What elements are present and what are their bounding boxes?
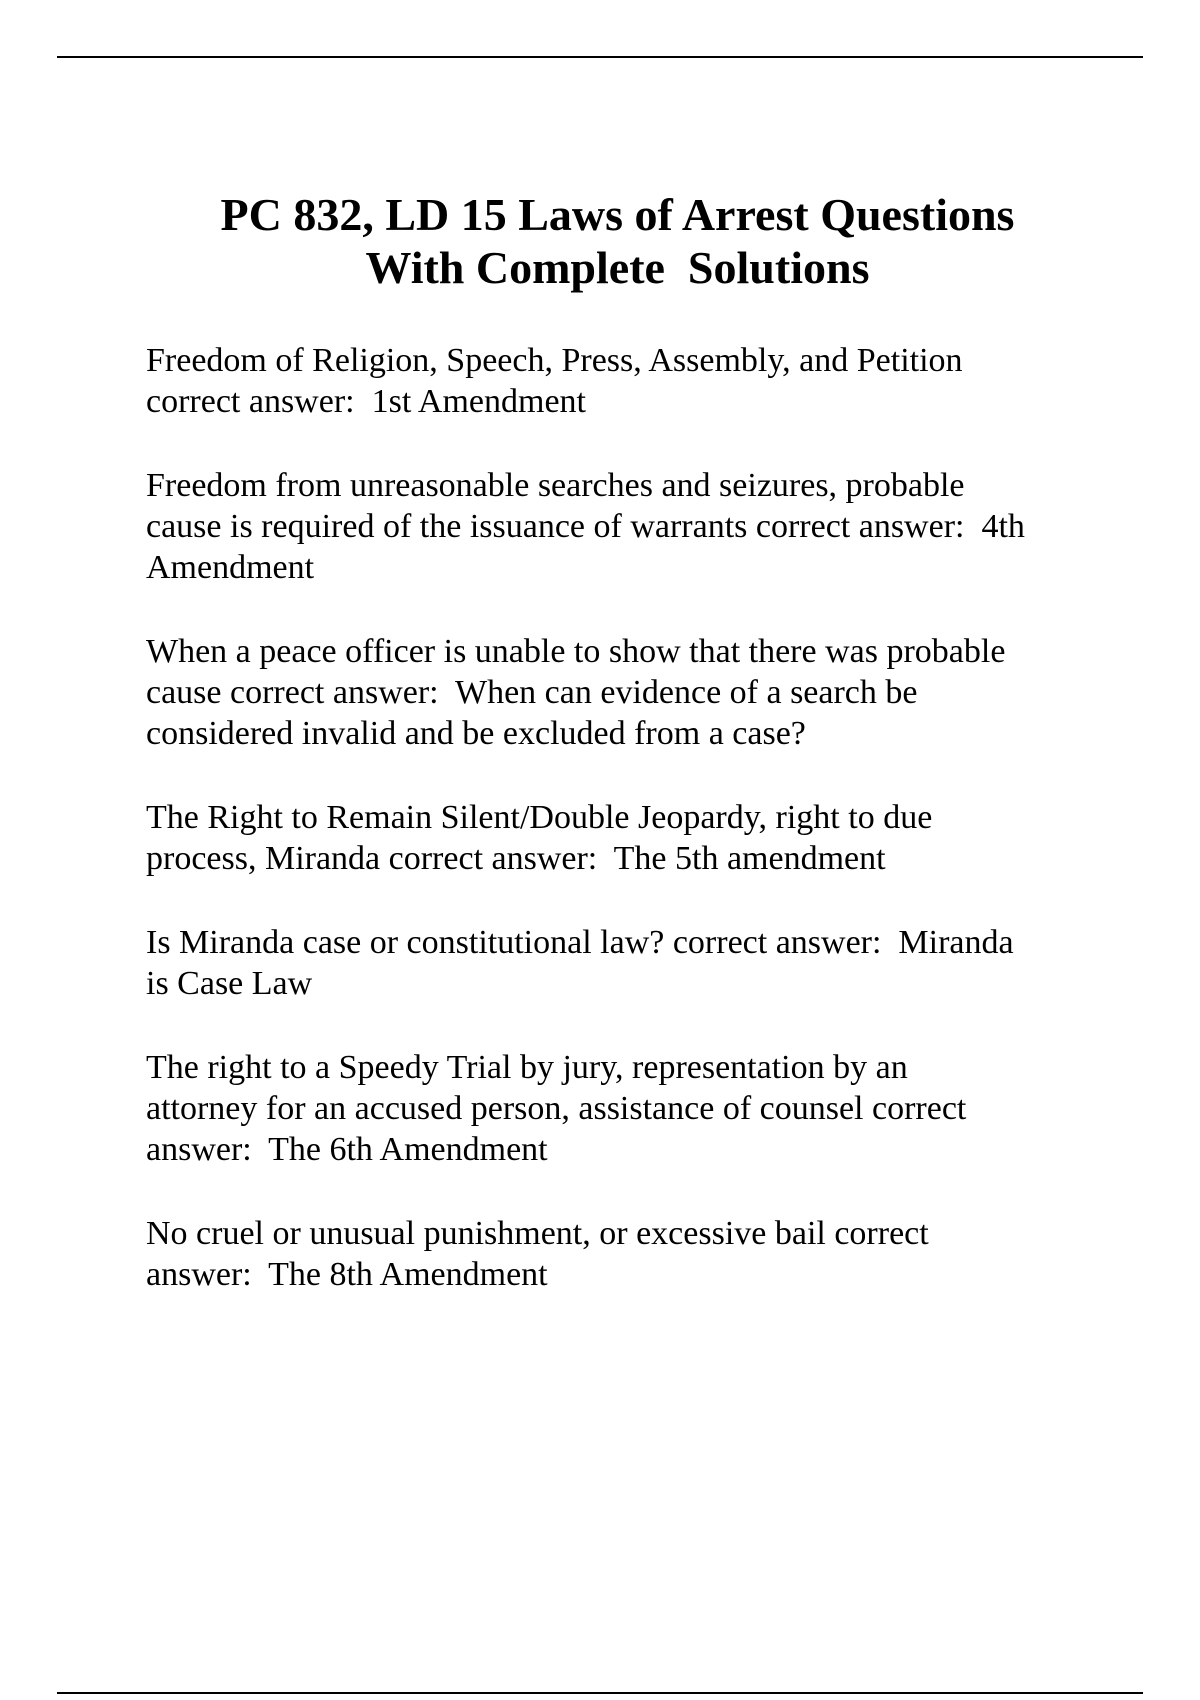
- qa-line: Freedom of Religion, Speech, Press, Assembly, and Petition: [146, 342, 963, 379]
- qa-item-miranda-case-law: [146, 922, 1106, 1004]
- qa-line: The right to a Speedy Trial by jury, representation by an: [146, 1049, 908, 1086]
- qa-item-evidence-invalid: [146, 631, 1106, 754]
- qa-line: When a peace officer is unable to show that there was probable: [146, 633, 1006, 670]
- qa-line: is Case Law: [146, 965, 313, 1002]
- bottom-rule: [57, 1692, 1143, 1694]
- qa-line: No cruel or unusual punishment, or excessive bail correct: [146, 1215, 929, 1252]
- qa-item-6th-amendment: [146, 1047, 1106, 1170]
- qa-line: answer: The 6th Amendment: [146, 1131, 548, 1168]
- title-line: PC 832, LD 15 Laws of Arrest Questions: [220, 189, 1015, 240]
- qa-line: considered invalid and be excluded from a case?: [146, 715, 806, 752]
- qa-line: cause correct answer: When can evidence of a search be: [146, 674, 918, 711]
- question-answer-list: [146, 340, 1106, 1338]
- qa-line: The Right to Remain Silent/Double Jeopardy, right to due: [146, 799, 933, 836]
- qa-line: cause is required of the issuance of warrants correct answer: 4th: [146, 508, 1025, 545]
- qa-line: Amendment: [146, 549, 315, 586]
- title-line: With Complete Solutions: [365, 242, 870, 293]
- qa-line: process, Miranda correct answer: The 5th amendment: [146, 840, 886, 877]
- qa-item-1st-amendment: [146, 340, 1106, 422]
- qa-line: correct answer: 1st Amendment: [146, 383, 586, 420]
- page-title: [120, 188, 1115, 294]
- qa-item-8th-amendment: [146, 1213, 1106, 1295]
- qa-line: answer: The 8th Amendment: [146, 1256, 548, 1293]
- qa-line: attorney for an accused person, assistance of counsel correct: [146, 1090, 967, 1127]
- qa-line: Is Miranda case or constitutional law? correct answer: Miranda: [146, 924, 1014, 961]
- qa-line: Freedom from unreasonable searches and seizures, probable: [146, 467, 965, 504]
- qa-item-4th-amendment: [146, 465, 1106, 588]
- top-rule: [57, 56, 1143, 58]
- qa-item-5th-amendment: [146, 797, 1106, 879]
